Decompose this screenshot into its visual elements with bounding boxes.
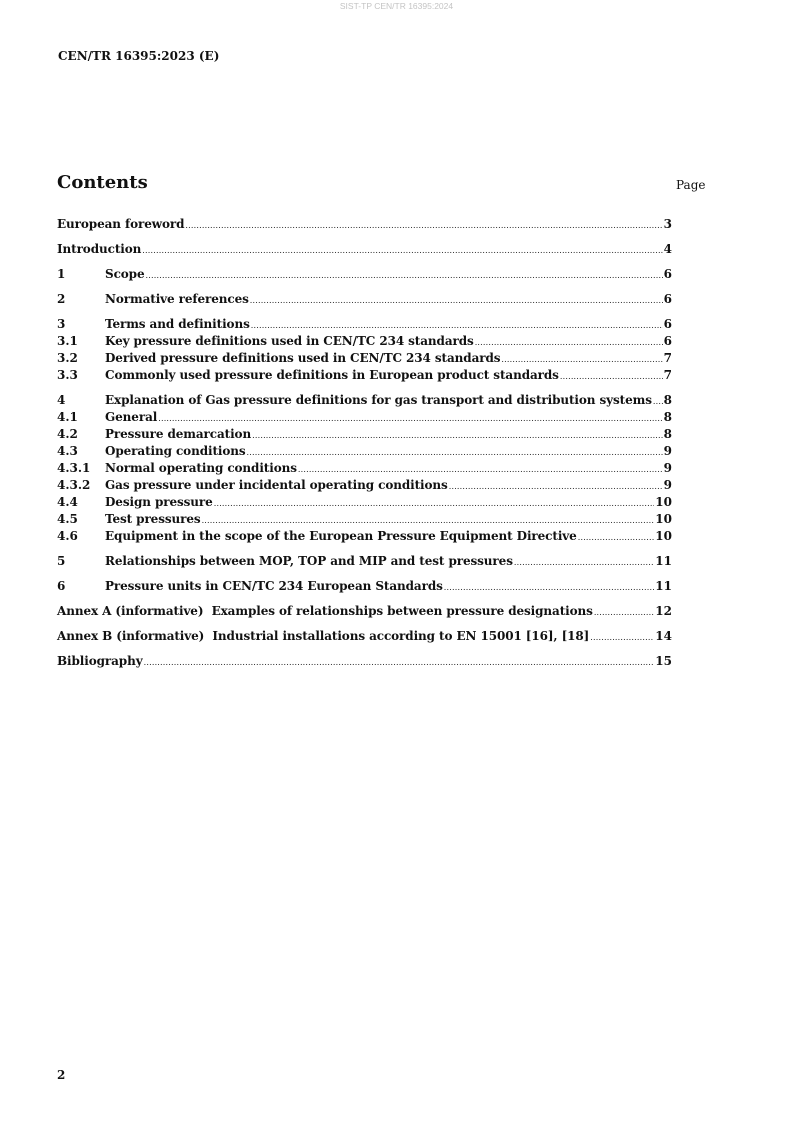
- toc-entry-title: Derived pressure definitions used in CEN/TC 234 standards: [105, 351, 501, 365]
- toc-leader: [594, 604, 654, 621]
- toc-entry[interactable]: [57, 409, 672, 426]
- toc-entry[interactable]: [57, 528, 672, 545]
- toc-leader: [475, 334, 663, 351]
- toc-entry-title: Explanation of Gas pressure definitions for gas transport and distribution systems: [105, 393, 652, 407]
- toc-leader: [560, 368, 663, 385]
- toc-entry-number: 2: [57, 292, 66, 306]
- toc-entry[interactable]: [57, 316, 672, 333]
- page-column-label: Page: [676, 178, 706, 192]
- toc-entry-title: Introduction: [57, 242, 142, 256]
- toc-entry-page: 11: [655, 579, 672, 593]
- toc-entry-number: 4: [57, 393, 66, 407]
- toc-leader: [590, 629, 654, 646]
- toc-entry-page: 10: [655, 529, 672, 543]
- toc-leader: [578, 529, 655, 546]
- toc-entry[interactable]: [57, 553, 672, 570]
- toc-leader: [142, 242, 662, 259]
- toc-entry-title: Scope: [105, 267, 145, 281]
- toc-entry[interactable]: [57, 628, 672, 645]
- toc-entry[interactable]: [57, 350, 672, 367]
- toc-entry-page: 6: [663, 317, 672, 331]
- toc-entry-page: 4: [663, 242, 672, 256]
- toc-entry[interactable]: [57, 443, 672, 460]
- toc-entry-page: 15: [655, 654, 672, 668]
- toc-entry-page: 14: [655, 629, 672, 643]
- toc-entry-number: 3.3: [57, 368, 78, 382]
- toc-entry-title: Gas pressure under incidental operating conditions: [105, 478, 448, 492]
- toc-entry-title: General: [105, 410, 158, 424]
- toc-entry-title: Annex A (informative) Examples of relationships between pressure designations: [57, 604, 593, 618]
- toc-entry-page: 12: [655, 604, 672, 618]
- toc-entry-page: 6: [663, 334, 672, 348]
- contents-title: Contents: [57, 172, 148, 193]
- toc-entry-page: 7: [663, 351, 672, 365]
- toc-entry-page: 8: [663, 393, 672, 407]
- toc-entry-number: 4.3.2: [57, 478, 91, 492]
- toc-entry-number: 3.1: [57, 334, 78, 348]
- toc-leader: [158, 410, 662, 427]
- toc-entry[interactable]: [57, 511, 672, 528]
- toc-leader: [202, 512, 655, 529]
- toc-entry-number: 5: [57, 554, 66, 568]
- toc-leader: [247, 444, 663, 461]
- toc-entry-title: European foreword: [57, 217, 185, 231]
- toc-leader: [298, 461, 663, 478]
- toc-leader: [185, 217, 662, 234]
- toc-entry-title: Test pressures: [105, 512, 201, 526]
- toc-entry-title: Key pressure definitions used in CEN/TC 234 standards: [105, 334, 474, 348]
- toc-entry-page: 10: [655, 512, 672, 526]
- toc-leader: [444, 579, 655, 596]
- toc-entry-number: 4.3: [57, 444, 78, 458]
- toc-entry-page: 6: [663, 267, 672, 281]
- toc-entry[interactable]: [57, 653, 672, 670]
- toc-leader: [144, 654, 655, 671]
- toc-entry-title: Relationships between MOP, TOP and MIP and test pressures: [105, 554, 513, 568]
- toc-entry[interactable]: [57, 216, 672, 233]
- toc-entry-title: Equipment in the scope of the European Pressure Equipment Directive: [105, 529, 577, 543]
- toc-entry[interactable]: [57, 603, 672, 620]
- toc-entry-page: 9: [663, 478, 672, 492]
- toc-entry-page: 11: [655, 554, 672, 568]
- toc-leader: [251, 317, 663, 334]
- toc-entry-page: 8: [663, 427, 672, 441]
- toc-entry-title: Normal operating conditions: [105, 461, 297, 475]
- toc-entry-number: 1: [57, 267, 66, 281]
- toc-entry-number: 4.1: [57, 410, 78, 424]
- toc-leader: [449, 478, 663, 495]
- page-number: 2: [57, 1068, 66, 1082]
- toc-entry-title: Annex B (informative) Industrial installations according to EN 15001 [16], [18]: [57, 629, 590, 643]
- toc-entry-title: Pressure units in CEN/TC 234 European Standards: [105, 579, 443, 593]
- toc-entry-number: 6: [57, 579, 66, 593]
- toc-entry[interactable]: [57, 477, 672, 494]
- toc-leader: [252, 427, 663, 444]
- toc-entry-number: 3: [57, 317, 66, 331]
- toc-entry-page: 3: [663, 217, 672, 231]
- watermark: SIST-TP CEN/TR 16395:2024: [339, 1, 454, 11]
- toc-entry-number: 3.2: [57, 351, 78, 365]
- toc-entry-number: 4.5: [57, 512, 78, 526]
- toc-entry-page: 7: [663, 368, 672, 382]
- toc-entry-page: 9: [663, 444, 672, 458]
- toc-entry-title: Commonly used pressure definitions in European product standards: [105, 368, 559, 382]
- toc-entry-page: 6: [663, 292, 672, 306]
- toc-entry-number: 4.6: [57, 529, 78, 543]
- toc-entry[interactable]: [57, 426, 672, 443]
- toc-leader: [250, 292, 663, 309]
- toc-entry-page: 9: [663, 461, 672, 475]
- toc-entry-page: 10: [655, 495, 672, 509]
- toc-entry[interactable]: [57, 367, 672, 384]
- toc-entry-title: Operating conditions: [105, 444, 246, 458]
- toc-entry-title: Design pressure: [105, 495, 213, 509]
- toc-leader: [653, 393, 663, 410]
- toc-entry[interactable]: [57, 241, 672, 258]
- toc-entry[interactable]: [57, 460, 672, 477]
- toc-entry[interactable]: [57, 578, 672, 595]
- toc-leader: [514, 554, 654, 571]
- toc-entry-title: Pressure demarcation: [105, 427, 252, 441]
- table-of-contents: [57, 216, 672, 670]
- toc-entry-title: Normative references: [105, 292, 249, 306]
- toc-entry[interactable]: [57, 291, 672, 308]
- toc-leader: [214, 495, 655, 512]
- toc-entry-title: Bibliography: [57, 654, 143, 668]
- toc-entry-title: Terms and definitions: [105, 317, 250, 331]
- toc-entry[interactable]: [57, 392, 672, 409]
- toc-entry[interactable]: [57, 266, 672, 283]
- toc-entry-number: 4.3.1: [57, 461, 91, 475]
- toc-leader: [146, 267, 663, 284]
- toc-leader: [501, 351, 662, 368]
- toc-entry-page: 8: [663, 410, 672, 424]
- toc-entry-number: 4.4: [57, 495, 78, 509]
- toc-entry-number: 4.2: [57, 427, 78, 441]
- toc-entry[interactable]: [57, 494, 672, 511]
- document-id: CEN/TR 16395:2023 (E): [58, 49, 220, 63]
- toc-entry[interactable]: [57, 333, 672, 350]
